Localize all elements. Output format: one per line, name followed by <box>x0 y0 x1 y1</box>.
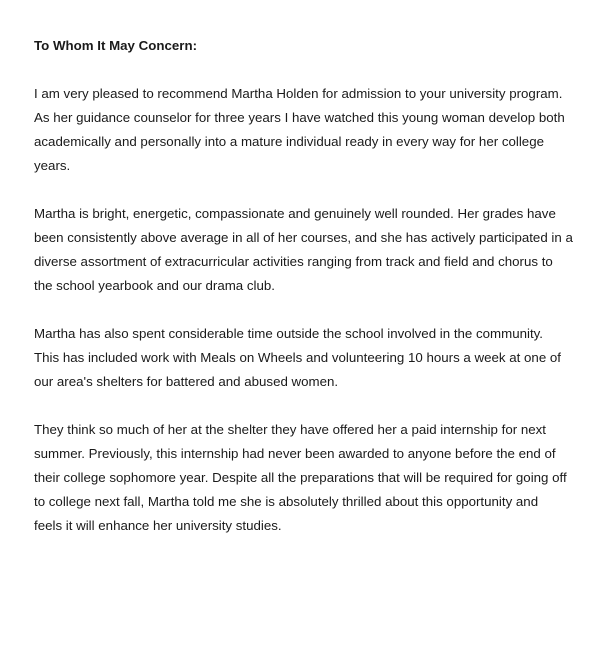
paragraph-line: academically and personally into a mature individual ready in every way for her college <box>34 134 544 149</box>
paragraph-line: to college next fall, Martha told me she is absolutely thrilled about this opportunity and <box>34 494 539 509</box>
paragraph-line: years. <box>34 158 71 173</box>
paragraph-line: Martha has also spent considerable time outside the school involved in the community. <box>34 326 544 341</box>
paragraph-line: feels it will enhance her university studies. <box>34 518 282 533</box>
paragraph-line: This has included work with Meals on Wheels and volunteering 10 hours a week at one of <box>34 350 561 365</box>
paragraph-1 <box>34 82 594 178</box>
paragraph-line: They think so much of her at the shelter they have offered her a paid internship for next <box>34 422 546 437</box>
paragraph-line: our area's shelters for battered and abused women. <box>34 374 339 389</box>
paragraph-line: As her guidance counselor for three years I have watched this young woman develop both <box>34 110 565 125</box>
paragraph-line: been consistently above average in all of her courses, and she has actively participated in a <box>34 230 573 245</box>
paragraph-line: summer. Previously, this internship had never been awarded to anyone before the end of <box>34 446 556 461</box>
paragraph-line: I am very pleased to recommend Martha Holden for admission to your university program. <box>34 86 563 101</box>
letter-body <box>34 34 594 562</box>
paragraph-4 <box>34 418 594 538</box>
paragraph-line: Martha is bright, energetic, compassionate and genuinely well rounded. Her grades have <box>34 206 556 221</box>
salutation: To Whom It May Concern: <box>34 38 198 53</box>
paragraph-line: diverse assortment of extracurricular activities ranging from track and field and chorus to <box>34 254 553 269</box>
paragraph-line: the school yearbook and our drama club. <box>34 278 275 293</box>
paragraph-line: their college sophomore year. Despite all the preparations that will be required for going off <box>34 470 567 485</box>
paragraph-2 <box>34 202 594 298</box>
paragraph-3 <box>34 322 594 394</box>
